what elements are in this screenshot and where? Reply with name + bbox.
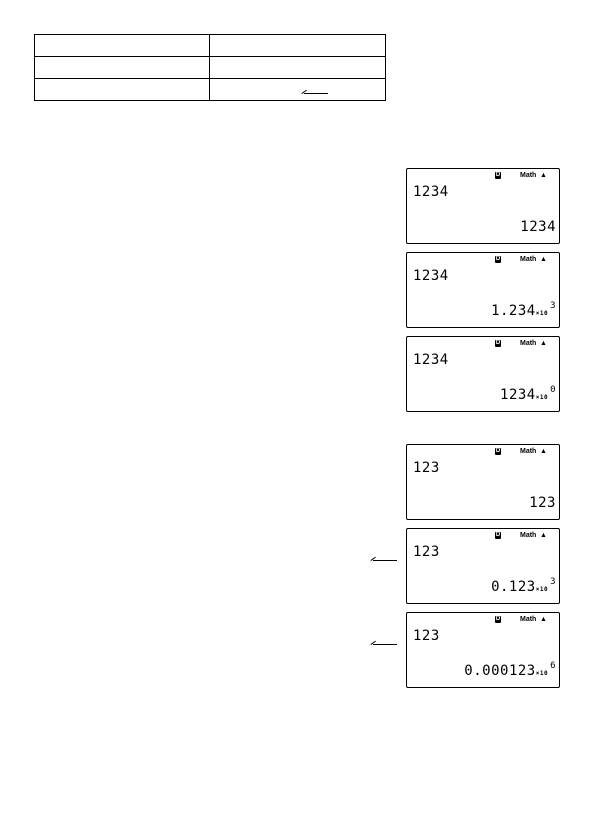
table-cell [35, 35, 210, 57]
table-cell [210, 35, 386, 57]
degree-indicator: D [495, 172, 501, 178]
math-indicator: Math [520, 616, 537, 623]
exponent: 3 [550, 301, 556, 311]
result-value: 1234 [520, 219, 556, 235]
up-arrow-icon: ▲ [540, 172, 547, 179]
degree-indicator: D [495, 532, 501, 538]
math-indicator: Math [520, 172, 537, 179]
up-arrow-icon: ▲ [540, 340, 547, 347]
up-arrow-icon: ▲ [540, 256, 547, 263]
up-arrow-icon: ▲ [540, 616, 547, 623]
reference-table [34, 34, 386, 101]
up-arrow-icon: ▲ [540, 448, 547, 455]
times-ten-symbol: ×10 [535, 310, 549, 317]
table-cell [210, 57, 386, 79]
calculator-screen [406, 528, 560, 604]
shift-key-mark-icon [302, 86, 328, 94]
math-indicator: Math [520, 340, 537, 347]
table-cell [35, 79, 210, 101]
result-value: $1234\times 10^0$ [500, 385, 556, 403]
table-row [35, 79, 386, 101]
calculator-screen [406, 444, 560, 520]
times-ten-symbol: ×10 [535, 586, 549, 593]
input-expression: 123 [413, 460, 440, 476]
result-value: $1.234\times 10^3$ [491, 301, 556, 319]
calculator-screen [406, 168, 560, 244]
exponent: 0 [550, 385, 556, 395]
calculator-screen [406, 252, 560, 328]
calculator-screen [406, 612, 560, 688]
times-ten-symbol: ×10 [535, 394, 549, 401]
input-expression: 1234 [413, 268, 449, 284]
degree-indicator: D [495, 340, 501, 346]
calculator-screen [406, 336, 560, 412]
math-indicator: Math [520, 448, 537, 455]
exponent: 6 [550, 661, 556, 671]
shift-key-mark-icon [371, 637, 397, 645]
input-expression: 123 [413, 544, 440, 560]
table-row [35, 57, 386, 79]
table-cell [210, 79, 386, 101]
exponent: 3 [550, 577, 556, 587]
table-row [35, 35, 386, 57]
up-arrow-icon: ▲ [540, 532, 547, 539]
degree-indicator: D [495, 448, 501, 454]
shift-key-mark-icon [371, 553, 397, 561]
result-value: $0.000123\times 10^6$ [464, 661, 556, 679]
input-expression: 1234 [413, 184, 449, 200]
degree-indicator: D [495, 616, 501, 622]
math-indicator: Math [520, 532, 537, 539]
result-value: $0.123\times 10^3$ [491, 577, 556, 595]
degree-indicator: D [495, 256, 501, 262]
input-expression: 1234 [413, 352, 449, 368]
table-cell [35, 57, 210, 79]
times-ten-symbol: ×10 [535, 670, 549, 677]
math-indicator: Math [520, 256, 537, 263]
input-expression: 123 [413, 628, 440, 644]
result-value: 123 [529, 495, 556, 511]
